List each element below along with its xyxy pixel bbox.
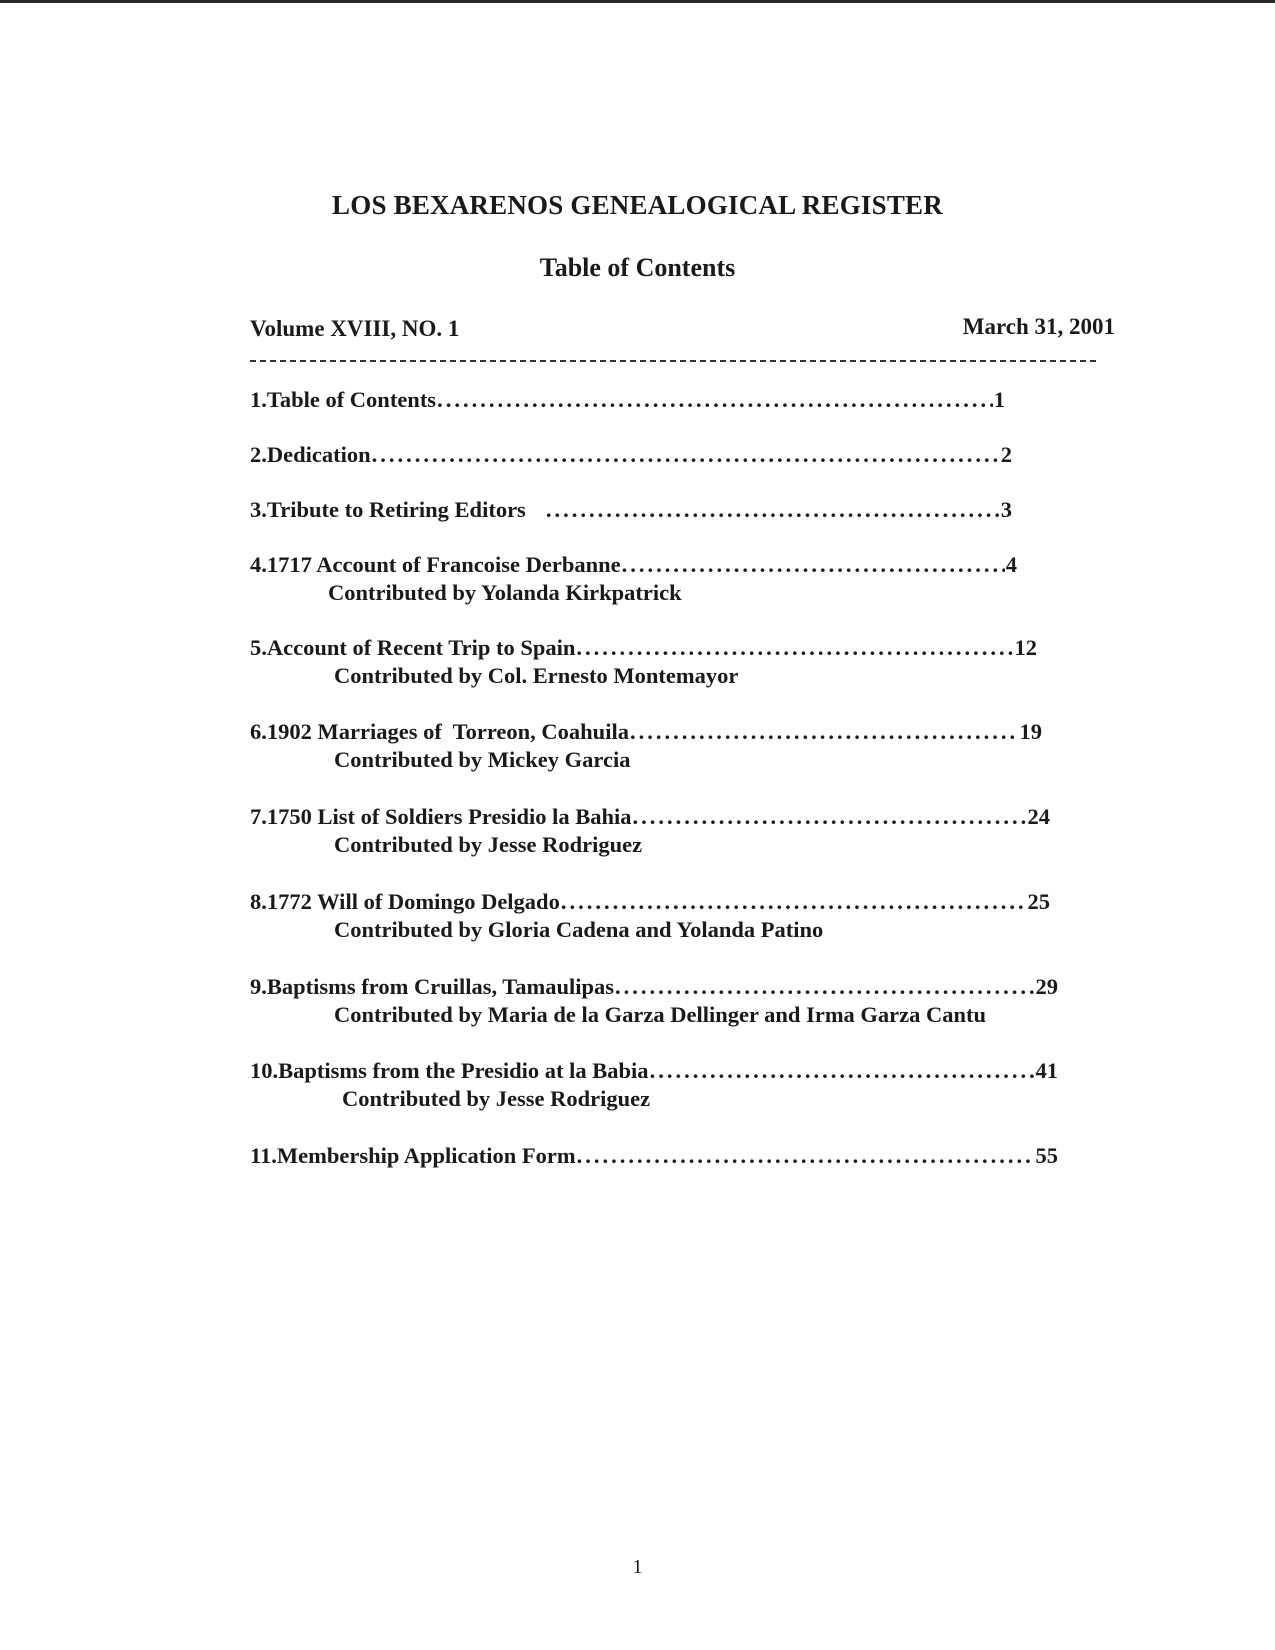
toc-entry-page: 29 (1035, 974, 1058, 999)
toc-entry-page: 3 (1000, 497, 1012, 522)
dot-leader (615, 974, 1034, 1000)
toc-entry (250, 804, 1050, 858)
toc-entry-number: 9. (250, 974, 267, 999)
toc-entry-page: 19 (1019, 719, 1042, 744)
dashed-divider (250, 360, 1096, 362)
toc-entry-contributor: Contributed by Gloria Cadena and Yolanda Patino (334, 917, 824, 942)
toc-entry-title: Account of Recent Trip to Spain (266, 635, 576, 660)
toc-entry (250, 1058, 1058, 1112)
dot-leader (437, 387, 993, 413)
toc-entry-contributor: Contributed by Jesse Rodriguez (334, 832, 643, 857)
toc-entry (250, 889, 1050, 943)
dot-leader (561, 889, 1027, 915)
toc-entry-number: 8. (250, 889, 267, 914)
toc-entry-title: 1902 Marriages of Torreon, Coahuila (266, 719, 629, 744)
toc-entry-contributor: Contributed by Yolanda Kirkpatrick (328, 580, 682, 605)
dot-leader (576, 635, 1013, 661)
toc-entry-title: Dedication (266, 442, 371, 467)
toc-entry-contributor: Contributed by Jesse Rodriguez (342, 1086, 651, 1111)
toc-entry-title: Tribute to Retiring Editors (266, 497, 526, 522)
toc-entry-number: 7. (250, 804, 267, 829)
toc-entry (250, 719, 1042, 773)
toc-entry (250, 552, 1017, 606)
toc-entry-contributor: Contributed by Maria de la Garza Dellinger and Irma Garza Cantu (334, 1002, 987, 1027)
toc-entry-contributor: Contributed by Mickey Garcia (334, 747, 631, 772)
toc-entry-title: 1717 Account of Francoise Derbanne (266, 552, 621, 577)
dot-leader (577, 1143, 1035, 1169)
toc-entry-page: 25 (1027, 889, 1050, 914)
toc-entry-number: 5. (250, 635, 267, 660)
toc-entry-title: Baptisms from Cruillas, Tamaulipas (266, 974, 615, 999)
document-title: LOS BEXARENOS GENEALOGICAL REGISTER (332, 190, 943, 220)
toc-entry-number: 11. (250, 1143, 277, 1168)
toc-entry-page: 1 (993, 387, 1005, 412)
toc-entry (250, 635, 1037, 689)
toc-entry-title: 1750 List of Soldiers Presidio la Bahia (266, 804, 632, 829)
toc-entry (250, 1143, 1058, 1169)
toc-entry-number: 4. (250, 552, 267, 577)
dot-leader (622, 552, 1005, 578)
toc-entry-title: Membership Application Form (276, 1143, 576, 1168)
document-subtitle: Table of Contents (539, 253, 736, 282)
volume-label: Volume XVIII, NO. 1 (250, 316, 460, 341)
toc-entry (250, 497, 1012, 523)
toc-entry-contributor: Contributed by Col. Ernesto Montemayor (334, 663, 739, 688)
toc-entry-number: 3. (250, 497, 267, 522)
dot-leader (546, 497, 1000, 523)
toc-entry-page: 2 (1000, 442, 1012, 467)
toc-entry-title: Baptisms from the Presidio at la Babia (278, 1058, 649, 1083)
issue-date: March 31, 2001 (962, 314, 1115, 339)
scan-edge (0, 0, 1275, 3)
toc-entry-page: 4 (1005, 552, 1017, 577)
toc-entry (250, 387, 1005, 413)
toc-entry-page: 41 (1035, 1058, 1058, 1083)
dot-leader (630, 719, 1019, 745)
toc-entry-title: 1772 Will of Domingo Delgado (266, 889, 560, 914)
toc-entry-page: 24 (1027, 804, 1050, 829)
dot-leader (372, 442, 1000, 468)
dot-leader (650, 1058, 1035, 1084)
toc-entry-number: 10. (250, 1058, 279, 1083)
toc-entry-page: 12 (1014, 635, 1037, 660)
toc-entry-page: 55 (1035, 1143, 1058, 1168)
toc-entry-number: 1. (250, 387, 267, 412)
page-number: 1 (632, 1556, 643, 1578)
toc-entry (250, 974, 1058, 1028)
dot-leader (633, 804, 1027, 830)
toc-entry (250, 442, 1012, 468)
toc-entry-number: 2. (250, 442, 267, 467)
toc-entry-title: Table of Contents (266, 387, 437, 412)
toc-entry-number: 6. (250, 719, 267, 744)
